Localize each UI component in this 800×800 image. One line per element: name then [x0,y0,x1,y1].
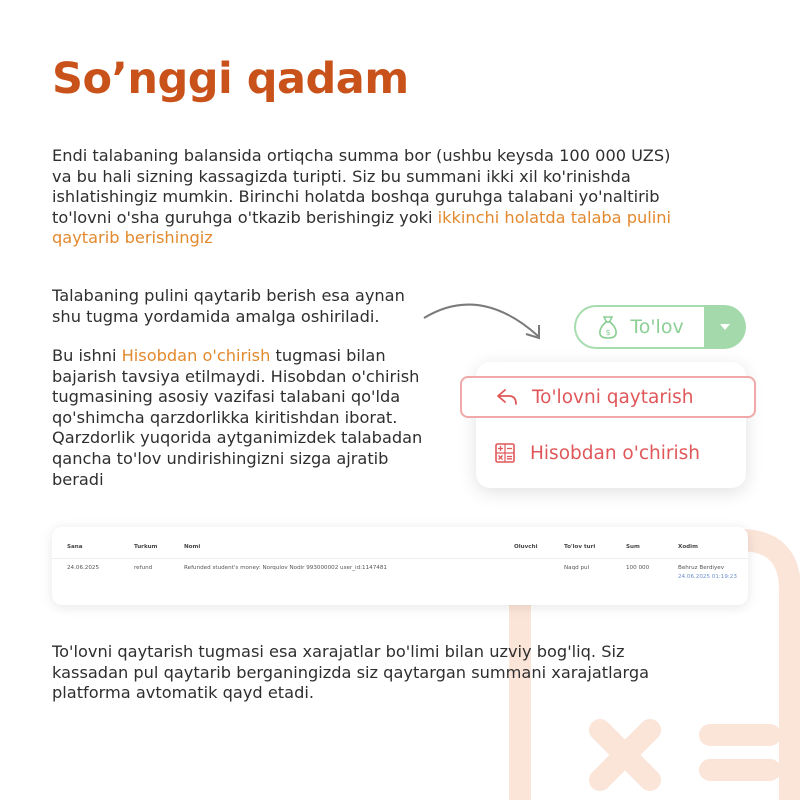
table-cell-date: 24.06.2025 [67,565,100,571]
menu-item-writeoff[interactable] [494,436,700,470]
closing-paragraph: To'lovni qaytarish tugmasi esa xarajatlar bo'limi bilan uzviy bog'liq. Siz kassadan pul qaytarib berganingizda siz qaytargan summani xarajatlarga platforma avtomatik qayd etadi. [52,642,650,703]
warning-highlight: Hisobdan o'chirish [121,346,271,365]
payment-dropdown-toggle[interactable] [704,305,746,349]
intro-text: Endi talabaning balansida ortiqcha summa bor (ushbu keysda 100 000 UZS) va bu hali sizning kassagizda turipti. Siz bu summani ikki xil ko'rinishda ishlatishingiz mumkin. Birinchi holatda boshqa guruhga talabani yo'naltirib to'lovni o'sha guruhga o'tkazib berishingiz yoki [52,146,671,227]
table-cell-timestamp: 24.06.2025 01:19:23 [678,574,737,580]
table-cell-category: refund [134,565,153,571]
payment-button[interactable] [574,305,746,349]
menu-item-refund-label: To'lovni qaytarish [532,386,694,408]
menu-item-refund[interactable] [460,376,756,418]
column-header-name: Nomi [184,544,201,550]
column-header-payment-type: To'lov turi [564,544,596,550]
curved-arrow-icon [420,292,550,352]
intro-highlight: ikkinchi holatda talaba pulini qaytarib berishingiz [52,207,672,248]
column-header-employee: Xodim [678,544,698,550]
payment-main-button[interactable] [574,305,704,349]
transaction-table [52,527,748,605]
intro-paragraph [52,146,692,249]
menu-item-writeoff-label: Hisobdan o'chirish [530,442,700,464]
table-cell-payment-type: Naqd pul [564,565,590,571]
svg-text:$: $ [605,328,611,337]
table-cell-sum: 100 000 [626,565,650,571]
button-explanation-paragraph: Talabaning pulini qaytarib berish esa aynan shu tugma yordamida amalga oshiriladi. [52,286,405,326]
warning-text-before: Bu ishni [52,346,122,365]
table-cell-employee: Behruz Berdiyev [678,565,725,571]
page-title: So’nggi qadam [52,54,409,104]
column-header-category: Turkum [134,544,158,550]
chevron-down-icon [719,323,731,331]
money-bag-icon [596,314,620,340]
warning-text-after: tugmasi bilan bajarish tavsiya etilmaydi. Hisobdan o'chirish tugmasining asosiy vazifasi talabani qo'lda qo'shimcha qarzdorlikka kiritishdan iborat. Qarzdorlik yuqorida aytganimizdek talabadan qancha to'lov undirishingizni sizga ajratib beradi [52,346,423,489]
calculator-icon [494,442,516,464]
column-header-recipient: Oluvchi [514,544,538,550]
warning-paragraph [52,346,432,490]
reply-arrow-icon [496,386,518,408]
payment-button-label: To'lov [630,316,684,338]
table-divider [52,558,748,559]
column-header-date: Sana [67,544,83,550]
payment-dropdown-menu [476,362,746,488]
table-cell-name: Refunded student's money: Norqulov Nodir 993000002 user_id:1147481 [184,565,387,571]
column-header-sum: Sum [626,544,640,550]
